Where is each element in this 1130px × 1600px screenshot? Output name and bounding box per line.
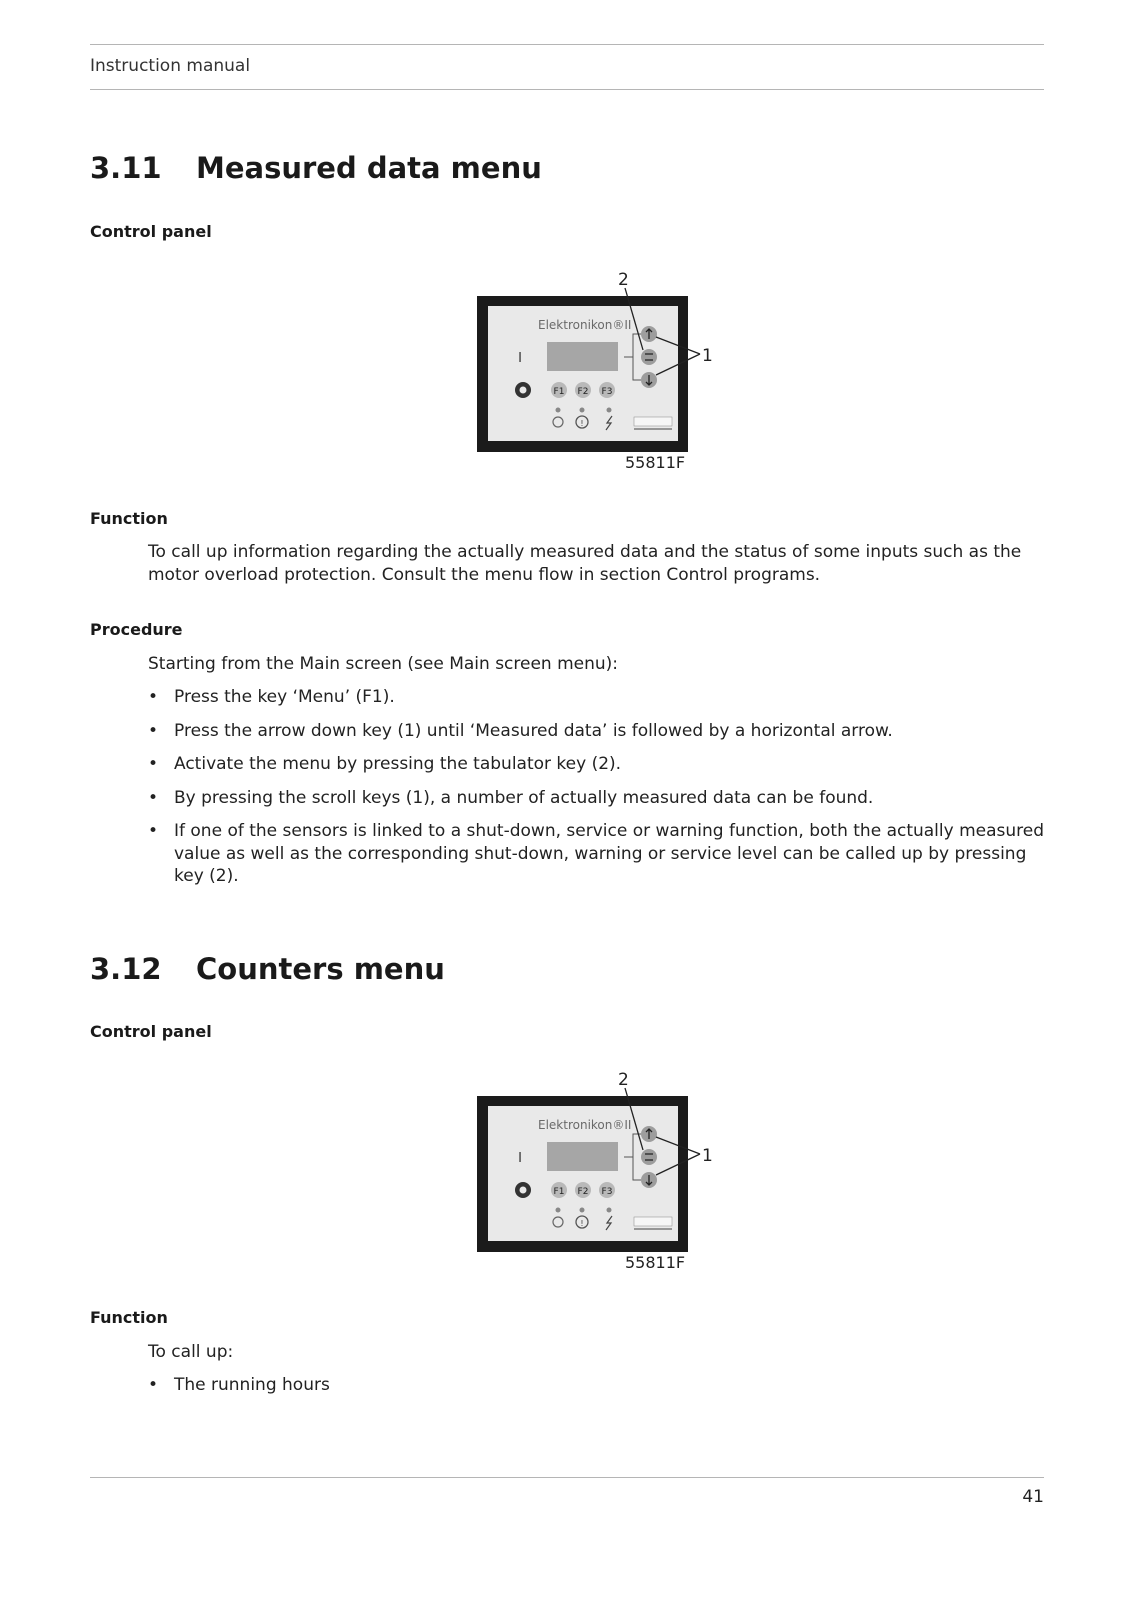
procedure-steps — [148, 686, 1048, 899]
control-panel-heading: Control panel — [90, 1022, 212, 1041]
procedure-intro: Starting from the Main screen (see Main screen menu): — [148, 654, 619, 674]
bullet: • — [148, 720, 159, 741]
bullet: • — [148, 821, 159, 841]
key-f3: F3 — [601, 1187, 613, 1197]
procedure-heading: Procedure — [90, 620, 183, 639]
key-f2: F2 — [577, 387, 589, 397]
header-top-rule — [90, 44, 1044, 45]
header-bottom-rule — [90, 89, 1044, 90]
control-panel-heading: Control panel — [90, 222, 212, 241]
bullet: • — [148, 787, 159, 808]
footer-rule — [90, 1477, 1044, 1478]
section-title: Measured data menu — [196, 151, 542, 185]
figure-code: 55811F — [625, 1253, 686, 1272]
key-f2: F2 — [577, 1187, 589, 1197]
elektronikon-panel-illustration — [476, 266, 716, 472]
control-panel-figure — [476, 266, 716, 472]
function-heading: Function — [90, 509, 168, 528]
elektronikon-panel-illustration — [476, 1066, 716, 1272]
key-f3: F3 — [601, 387, 613, 397]
function-heading: Function — [90, 1308, 168, 1327]
svg-text:I: I — [518, 1151, 522, 1166]
section-title: Counters menu — [196, 952, 445, 986]
list-item: • The running hours — [148, 1375, 330, 1395]
bullet: • — [148, 754, 159, 774]
figure-code: 55811F — [625, 453, 686, 472]
list-item: • If one of the sensors is linked to a shut-down, service or warning function, both the actually measured value as well as the corresponding shut-down, warning or service level can be called up by pressing key (2). — [148, 821, 1045, 886]
callout-1: 1 — [702, 346, 713, 366]
bullet: • — [148, 1375, 159, 1395]
counter-items — [148, 1374, 1048, 1408]
section-number: 3.12 — [90, 952, 162, 986]
control-panel-figure — [476, 1066, 716, 1272]
list-item: • By pressing the scroll keys (1), a number of actually measured data can be found. — [148, 787, 874, 808]
running-header: Instruction manual — [90, 56, 251, 76]
list-item: • Press the arrow down key (1) until ‘Measured data’ is followed by a horizontal arrow. — [148, 720, 893, 741]
function-intro: To call up: — [148, 1342, 234, 1362]
panel-brand: Elektronikon®II — [538, 1118, 632, 1132]
list-item: • Activate the menu by pressing the tabulator key (2). — [148, 754, 622, 774]
key-f1: F1 — [553, 387, 565, 397]
bullet: • — [148, 687, 159, 707]
list-item: • Press the key ‘Menu’ (F1). — [148, 687, 395, 707]
page-number: 41 — [1022, 1487, 1044, 1507]
section-heading-3-12 — [90, 952, 445, 986]
section-number: 3.11 — [90, 151, 162, 185]
key-f1: F1 — [553, 1187, 565, 1197]
svg-text:I: I — [518, 351, 522, 366]
callout-2: 2 — [618, 1070, 629, 1090]
function-text: To call up information regarding the actually measured data and the status of some inputs such as the motor overload protection. Consult the menu flow in section Control programs. — [148, 542, 1022, 585]
callout-2: 2 — [618, 270, 629, 290]
svg-text:!: ! — [580, 419, 584, 428]
callout-1: 1 — [702, 1146, 713, 1166]
section-heading-3-11 — [90, 151, 542, 185]
panel-brand: Elektronikon®II — [538, 318, 632, 332]
svg-text:!: ! — [580, 1219, 584, 1228]
